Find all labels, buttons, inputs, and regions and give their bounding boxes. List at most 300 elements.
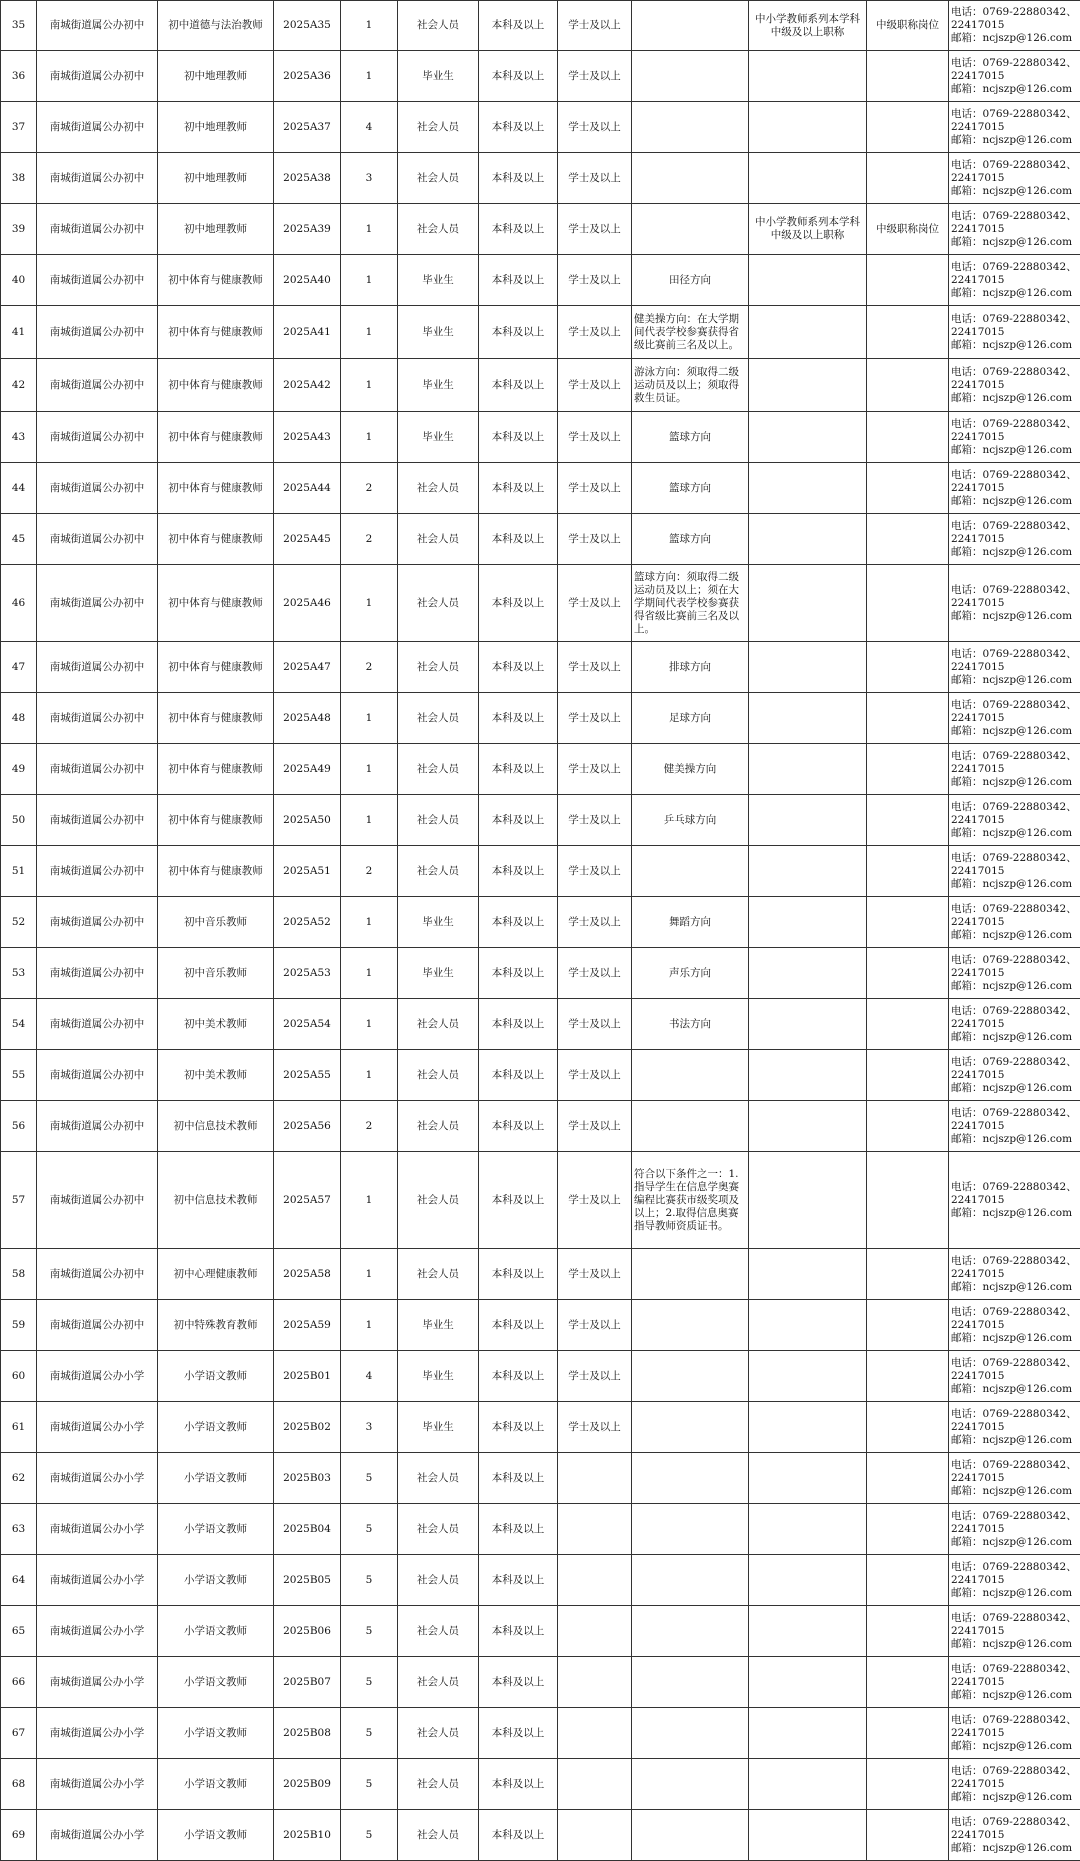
requirement-cell: 书法方向 [632,999,749,1050]
contact-phone-extra: 22417015 [951,1625,1078,1638]
contact-email: 邮箱：ncjszp@126.com [951,1082,1078,1095]
contact-phone: 电话：0769-22880342、 [951,1714,1078,1727]
contact-email: 邮箱：ncjszp@126.com [951,134,1078,147]
table-row [1,1555,1080,1606]
table-row [1,514,1080,565]
contact-phone: 电话：0769-22880342、 [951,1306,1078,1319]
table-row [1,1050,1080,1101]
unit-cell: 南城街道属公办初中 [37,795,158,846]
code-cell: 2025A56 [274,1101,341,1152]
contact-phone: 电话：0769-22880342、 [951,648,1078,661]
education-cell: 本科及以上 [479,1759,558,1810]
code-cell: 2025B03 [274,1453,341,1504]
education-cell: 本科及以上 [479,565,558,642]
count-cell: 1 [341,1300,398,1351]
requirement-cell: 声乐方向 [632,948,749,999]
education-cell: 本科及以上 [479,514,558,565]
unit-cell: 南城街道属公办初中 [37,153,158,204]
requirement-cell [632,51,749,102]
degree-cell: 学士及以上 [558,1351,632,1402]
applicant-type-cell: 社会人员 [398,565,479,642]
row-number: 54 [1,999,37,1050]
title-requirement-cell [749,1402,867,1453]
contact-cell [949,795,1080,846]
contact-phone: 电话：0769-22880342、 [951,1056,1078,1069]
contact-email: 邮箱：ncjszp@126.com [951,185,1078,198]
degree-cell: 学士及以上 [558,642,632,693]
degree-cell [558,1657,632,1708]
unit-cell: 南城街道属公办初中 [37,1,158,51]
post-level-cell [867,102,949,153]
count-cell: 1 [341,795,398,846]
post-level-cell [867,1101,949,1152]
contact-cell [949,153,1080,204]
unit-cell: 南城街道属公办初中 [37,897,158,948]
title-requirement-cell [749,412,867,463]
requirement-cell: 篮球方向：须取得二级运动员及以上；须在大学期间代表学校参赛获得省级比赛前三名及以上。 [632,565,749,642]
count-cell: 2 [341,642,398,693]
post-level-cell [867,412,949,463]
count-cell: 1 [341,1050,398,1101]
requirement-cell [632,1,749,51]
post-cell: 初中体育与健康教师 [158,255,274,306]
education-cell: 本科及以上 [479,204,558,255]
post-level-cell [867,1606,949,1657]
code-cell: 2025A59 [274,1300,341,1351]
contact-phone: 电话：0769-22880342、 [951,1459,1078,1472]
count-cell: 5 [341,1504,398,1555]
contact-cell [949,999,1080,1050]
table-row [1,744,1080,795]
post-level-cell [867,255,949,306]
unit-cell: 南城街道属公办小学 [37,1606,158,1657]
contact-email: 邮箱：ncjszp@126.com [951,1031,1078,1044]
count-cell: 5 [341,1657,398,1708]
title-requirement-cell [749,1810,867,1861]
post-cell: 初中体育与健康教师 [158,514,274,565]
degree-cell: 学士及以上 [558,102,632,153]
title-requirement-cell: 中小学教师系列本学科中级及以上职称 [749,204,867,255]
contact-email: 邮箱：ncjszp@126.com [951,495,1078,508]
degree-cell: 学士及以上 [558,1101,632,1152]
applicant-type-cell: 社会人员 [398,1504,479,1555]
degree-cell: 学士及以上 [558,1402,632,1453]
degree-cell: 学士及以上 [558,153,632,204]
code-cell: 2025A37 [274,102,341,153]
contact-phone-extra: 22417015 [951,597,1078,610]
contact-cell [949,897,1080,948]
post-cell: 初中特殊教育教师 [158,1300,274,1351]
degree-cell [558,1708,632,1759]
education-cell: 本科及以上 [479,1810,558,1861]
unit-cell: 南城街道属公办初中 [37,359,158,412]
degree-cell [558,1810,632,1861]
title-requirement-cell [749,1152,867,1249]
post-level-cell [867,565,949,642]
requirement-cell [632,1351,749,1402]
contact-cell [949,359,1080,412]
title-requirement-cell [749,744,867,795]
code-cell: 2025A45 [274,514,341,565]
contact-email: 邮箱：ncjszp@126.com [951,1133,1078,1146]
table-row [1,1101,1080,1152]
post-cell: 小学语文教师 [158,1708,274,1759]
contact-phone: 电话：0769-22880342、 [951,1510,1078,1523]
contact-cell [949,1101,1080,1152]
unit-cell: 南城街道属公办初中 [37,51,158,102]
contact-email: 邮箱：ncjszp@126.com [951,1587,1078,1600]
applicant-type-cell: 毕业生 [398,359,479,412]
code-cell: 2025B06 [274,1606,341,1657]
contact-email: 邮箱：ncjszp@126.com [951,674,1078,687]
title-requirement-cell [749,514,867,565]
contact-phone: 电话：0769-22880342、 [951,210,1078,223]
table-row [1,1300,1080,1351]
count-cell: 5 [341,1810,398,1861]
applicant-type-cell: 毕业生 [398,51,479,102]
count-cell: 1 [341,693,398,744]
requirement-cell: 健美操方向：在大学期间代表学校参赛获得省级比赛前三名及以上。 [632,306,749,359]
contact-phone: 电话：0769-22880342、 [951,366,1078,379]
contact-email: 邮箱：ncjszp@126.com [951,392,1078,405]
requirement-cell [632,1759,749,1810]
row-number: 44 [1,463,37,514]
degree-cell [558,1759,632,1810]
contact-email: 邮箱：ncjszp@126.com [951,1383,1078,1396]
row-number: 67 [1,1708,37,1759]
count-cell: 1 [341,255,398,306]
contact-email: 邮箱：ncjszp@126.com [951,1434,1078,1447]
contact-email: 邮箱：ncjszp@126.com [951,980,1078,993]
contact-phone: 电话：0769-22880342、 [951,108,1078,121]
post-level-cell [867,463,949,514]
count-cell: 5 [341,1453,398,1504]
education-cell: 本科及以上 [479,1555,558,1606]
row-number: 69 [1,1810,37,1861]
count-cell: 2 [341,463,398,514]
contact-phone: 电话：0769-22880342、 [951,1357,1078,1370]
row-number: 45 [1,514,37,565]
degree-cell: 学士及以上 [558,846,632,897]
table-row [1,1402,1080,1453]
requirement-cell: 乒乓球方向 [632,795,749,846]
post-cell: 初中信息技术教师 [158,1152,274,1249]
code-cell: 2025B04 [274,1504,341,1555]
title-requirement-cell [749,693,867,744]
contact-cell [949,1453,1080,1504]
post-level-cell: 中级职称岗位 [867,1,949,51]
count-cell: 1 [341,948,398,999]
code-cell: 2025A44 [274,463,341,514]
code-cell: 2025B02 [274,1402,341,1453]
requirement-cell: 游泳方向：须取得二级运动员及以上；须取得救生员证。 [632,359,749,412]
post-cell: 初中信息技术教师 [158,1101,274,1152]
contact-cell [949,255,1080,306]
row-number: 53 [1,948,37,999]
contact-phone: 电话：0769-22880342、 [951,1816,1078,1829]
code-cell: 2025A50 [274,795,341,846]
title-requirement-cell [749,255,867,306]
contact-email: 邮箱：ncjszp@126.com [951,1332,1078,1345]
count-cell: 2 [341,1101,398,1152]
post-cell: 初中美术教师 [158,999,274,1050]
contact-phone: 电话：0769-22880342、 [951,1765,1078,1778]
post-level-cell [867,1555,949,1606]
contact-email: 邮箱：ncjszp@126.com [951,1536,1078,1549]
contact-phone-extra: 22417015 [951,431,1078,444]
table-row [1,412,1080,463]
title-requirement-cell [749,1504,867,1555]
post-cell: 小学语文教师 [158,1504,274,1555]
table-row [1,795,1080,846]
contact-email: 邮箱：ncjszp@126.com [951,1842,1078,1855]
applicant-type-cell: 毕业生 [398,306,479,359]
contact-cell [949,1249,1080,1300]
post-cell: 初中地理教师 [158,51,274,102]
contact-phone-extra: 22417015 [951,19,1078,32]
post-level-cell [867,1708,949,1759]
applicant-type-cell: 社会人员 [398,1101,479,1152]
applicant-type-cell: 社会人员 [398,1708,479,1759]
contact-phone-extra: 22417015 [951,533,1078,546]
contact-phone: 电话：0769-22880342、 [951,1005,1078,1018]
post-level-cell [867,846,949,897]
table-row [1,693,1080,744]
contact-phone-extra: 22417015 [951,1472,1078,1485]
requirement-cell [632,1249,749,1300]
contact-cell [949,1050,1080,1101]
applicant-type-cell: 社会人员 [398,1050,479,1101]
row-number: 46 [1,565,37,642]
table-row [1,51,1080,102]
contact-cell [949,1504,1080,1555]
education-cell: 本科及以上 [479,642,558,693]
degree-cell: 学士及以上 [558,1249,632,1300]
table-row [1,1504,1080,1555]
contact-email: 邮箱：ncjszp@126.com [951,546,1078,559]
applicant-type-cell: 社会人员 [398,1249,479,1300]
post-level-cell [867,153,949,204]
education-cell: 本科及以上 [479,999,558,1050]
contact-phone-extra: 22417015 [951,1120,1078,1133]
requirement-cell [632,846,749,897]
applicant-type-cell: 毕业生 [398,897,479,948]
table-row [1,948,1080,999]
title-requirement-cell [749,1249,867,1300]
row-number: 52 [1,897,37,948]
education-cell: 本科及以上 [479,1101,558,1152]
contact-phone: 电话：0769-22880342、 [951,1181,1078,1194]
row-number: 40 [1,255,37,306]
title-requirement-cell [749,1453,867,1504]
code-cell: 2025A53 [274,948,341,999]
contact-email: 邮箱：ncjszp@126.com [951,1689,1078,1702]
count-cell: 5 [341,1708,398,1759]
post-cell: 小学语文教师 [158,1555,274,1606]
education-cell: 本科及以上 [479,1504,558,1555]
contact-cell [949,1152,1080,1249]
applicant-type-cell: 社会人员 [398,153,479,204]
count-cell: 4 [341,1351,398,1402]
code-cell: 2025A39 [274,204,341,255]
degree-cell: 学士及以上 [558,463,632,514]
unit-cell: 南城街道属公办初中 [37,642,158,693]
contact-email: 邮箱：ncjszp@126.com [951,1207,1078,1220]
unit-cell: 南城街道属公办初中 [37,1101,158,1152]
title-requirement-cell [749,795,867,846]
unit-cell: 南城街道属公办初中 [37,1050,158,1101]
education-cell: 本科及以上 [479,1657,558,1708]
unit-cell: 南城街道属公办初中 [37,565,158,642]
contact-phone-extra: 22417015 [951,121,1078,134]
contact-email: 邮箱：ncjszp@126.com [951,776,1078,789]
title-requirement-cell [749,1351,867,1402]
title-requirement-cell [749,1050,867,1101]
row-number: 55 [1,1050,37,1101]
requirement-cell: 健美操方向 [632,744,749,795]
title-requirement-cell [749,359,867,412]
applicant-type-cell: 社会人员 [398,102,479,153]
contact-cell [949,1708,1080,1759]
contact-phone-extra: 22417015 [951,70,1078,83]
contact-email: 邮箱：ncjszp@126.com [951,236,1078,249]
table-row [1,463,1080,514]
row-number: 47 [1,642,37,693]
contact-phone: 电话：0769-22880342、 [951,750,1078,763]
table-row [1,565,1080,642]
post-level-cell [867,306,949,359]
count-cell: 1 [341,359,398,412]
row-number: 62 [1,1453,37,1504]
post-level-cell [867,795,949,846]
post-cell: 初中音乐教师 [158,897,274,948]
code-cell: 2025A57 [274,1152,341,1249]
requirement-cell [632,204,749,255]
education-cell: 本科及以上 [479,1606,558,1657]
contact-cell [949,1300,1080,1351]
row-number: 66 [1,1657,37,1708]
contact-phone-extra: 22417015 [951,482,1078,495]
contact-phone: 电话：0769-22880342、 [951,903,1078,916]
contact-phone: 电话：0769-22880342、 [951,520,1078,533]
requirement-cell [632,1606,749,1657]
unit-cell: 南城街道属公办初中 [37,948,158,999]
contact-email: 邮箱：ncjszp@126.com [951,339,1078,352]
post-level-cell [867,1050,949,1101]
post-level-cell [867,693,949,744]
contact-cell [949,463,1080,514]
applicant-type-cell: 社会人员 [398,463,479,514]
row-number: 64 [1,1555,37,1606]
post-level-cell [867,1810,949,1861]
post-level-cell: 中级职称岗位 [867,204,949,255]
unit-cell: 南城街道属公办小学 [37,1402,158,1453]
degree-cell [558,1504,632,1555]
post-cell: 初中体育与健康教师 [158,565,274,642]
degree-cell: 学士及以上 [558,744,632,795]
contact-email: 邮箱：ncjszp@126.com [951,1791,1078,1804]
applicant-type-cell: 社会人员 [398,1810,479,1861]
requirement-cell [632,1453,749,1504]
post-cell: 初中体育与健康教师 [158,693,274,744]
title-requirement-cell [749,1300,867,1351]
code-cell: 2025A38 [274,153,341,204]
requirement-cell: 田径方向 [632,255,749,306]
post-cell: 初中体育与健康教师 [158,795,274,846]
code-cell: 2025A54 [274,999,341,1050]
applicant-type-cell: 社会人员 [398,204,479,255]
title-requirement-cell [749,51,867,102]
requirement-cell [632,1657,749,1708]
code-cell: 2025A55 [274,1050,341,1101]
contact-phone-extra: 22417015 [951,1018,1078,1031]
unit-cell: 南城街道属公办初中 [37,999,158,1050]
title-requirement-cell [749,1657,867,1708]
unit-cell: 南城街道属公办初中 [37,514,158,565]
contact-phone-extra: 22417015 [951,1069,1078,1082]
table-row [1,1657,1080,1708]
post-cell: 初中音乐教师 [158,948,274,999]
title-requirement-cell [749,1759,867,1810]
row-number: 41 [1,306,37,359]
unit-cell: 南城街道属公办初中 [37,412,158,463]
contact-phone-extra: 22417015 [951,814,1078,827]
code-cell: 2025A41 [274,306,341,359]
count-cell: 1 [341,204,398,255]
row-number: 37 [1,102,37,153]
unit-cell: 南城街道属公办小学 [37,1759,158,1810]
contact-phone-extra: 22417015 [951,326,1078,339]
contact-phone-extra: 22417015 [951,274,1078,287]
table-row [1,1453,1080,1504]
contact-phone: 电话：0769-22880342、 [951,159,1078,172]
code-cell: 2025B01 [274,1351,341,1402]
contact-email: 邮箱：ncjszp@126.com [951,1638,1078,1651]
contact-cell [949,514,1080,565]
post-cell: 小学语文教师 [158,1453,274,1504]
contact-phone: 电话：0769-22880342、 [951,1408,1078,1421]
education-cell: 本科及以上 [479,412,558,463]
title-requirement-cell [749,1101,867,1152]
applicant-type-cell: 毕业生 [398,1402,479,1453]
unit-cell: 南城街道属公办初中 [37,1249,158,1300]
degree-cell [558,1555,632,1606]
contact-phone-extra: 22417015 [951,1421,1078,1434]
title-requirement-cell [749,642,867,693]
degree-cell: 学士及以上 [558,565,632,642]
count-cell: 1 [341,1,398,51]
contact-phone: 电话：0769-22880342、 [951,1612,1078,1625]
contact-cell [949,1402,1080,1453]
applicant-type-cell: 毕业生 [398,412,479,463]
code-cell: 2025A35 [274,1,341,51]
row-number: 57 [1,1152,37,1249]
education-cell: 本科及以上 [479,102,558,153]
table-row [1,153,1080,204]
degree-cell: 学士及以上 [558,51,632,102]
education-cell: 本科及以上 [479,744,558,795]
row-number: 58 [1,1249,37,1300]
title-requirement-cell [749,897,867,948]
table-row [1,255,1080,306]
degree-cell: 学士及以上 [558,999,632,1050]
row-number: 35 [1,1,37,51]
education-cell: 本科及以上 [479,948,558,999]
requirement-cell: 篮球方向 [632,463,749,514]
contact-email: 邮箱：ncjszp@126.com [951,1281,1078,1294]
applicant-type-cell: 社会人员 [398,999,479,1050]
contact-cell [949,1555,1080,1606]
